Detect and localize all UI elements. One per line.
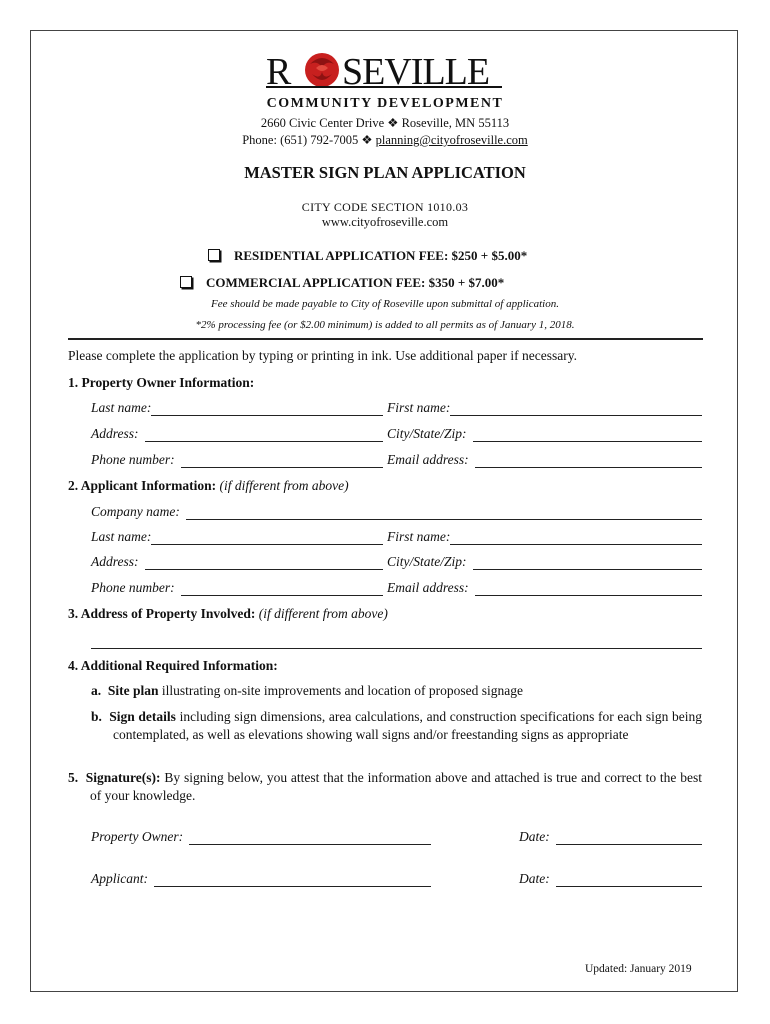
svg-text:SEVILLE: SEVILLE <box>342 51 490 93</box>
owner-email-field[interactable] <box>475 452 702 468</box>
owner-first-name-label: First name: <box>387 400 451 415</box>
applicant-address-label: Address: <box>91 554 139 569</box>
owner-date-field[interactable] <box>556 829 702 845</box>
owner-signature-row <box>91 829 702 849</box>
applicant-address-field[interactable] <box>145 554 384 570</box>
applicant-phone-label: Phone number: <box>91 580 175 595</box>
fee-commercial <box>180 275 504 291</box>
residential-checkbox[interactable] <box>208 249 220 261</box>
applicant-date-label: Date: <box>519 871 550 886</box>
processing-fee-note: *2% processing fee (or $2.00 minimum) is added to all permits as of January 1, 2018. <box>195 319 575 331</box>
residential-fee-label: RESIDENTIAL APPLICATION FEE: $250 + $5.00* <box>234 248 528 263</box>
company-name-field[interactable] <box>186 504 702 520</box>
requirement-b-label: b. <box>91 709 102 724</box>
requirement-a-bold: Site plan <box>107 683 159 698</box>
owner-contact-row <box>91 452 702 472</box>
owner-city-field[interactable] <box>473 426 703 442</box>
owner-phone-field[interactable] <box>181 452 383 468</box>
signature-statement <box>68 769 702 805</box>
divider <box>68 338 703 340</box>
commercial-checkbox[interactable] <box>180 276 192 288</box>
phone-text: Phone: (651) 792-7005 ❖ <box>242 133 376 147</box>
section3-title-text: 3. Address of Property Involved: <box>68 606 256 621</box>
owner-phone-label: Phone number: <box>91 452 175 467</box>
requirement-a-label: a. <box>91 683 102 698</box>
applicant-date-field[interactable] <box>556 871 702 887</box>
applicant-city-label: City/State/Zip: <box>387 554 467 569</box>
owner-address-row <box>91 426 702 446</box>
applicant-email-field[interactable] <box>475 580 702 596</box>
company-name-label: Company name: <box>91 504 180 519</box>
section4-title: 4. Additional Required Information: <box>68 658 278 673</box>
roseville-logo <box>264 46 504 94</box>
section5-text: By signing below, you attest that the information above and attached is true and correct to the best of your knowledge. <box>90 770 702 803</box>
applicant-first-name-label: First name: <box>387 529 451 544</box>
requirement-b <box>91 708 702 744</box>
applicant-last-name-field[interactable] <box>151 529 383 545</box>
applicant-email-label: Email address: <box>387 580 469 595</box>
property-owner-label: Property Owner: <box>91 829 184 844</box>
owner-last-name-field[interactable] <box>151 400 383 416</box>
section3-note: (if different from above) <box>258 606 388 621</box>
applicant-signature-row <box>91 871 702 891</box>
address-line: 2660 Civic Center Drive ❖ Roseville, MN 55113 <box>260 116 510 130</box>
applicant-last-name-label: Last name: <box>91 529 152 544</box>
property-owner-signature-field[interactable] <box>189 829 431 845</box>
applicant-address-row <box>91 554 702 574</box>
requirement-a <box>91 683 523 699</box>
applicant-phone-field[interactable] <box>181 580 383 596</box>
section1-title: 1. Property Owner Information: <box>68 375 255 390</box>
requirement-b-text: including sign dimensions, area calculations, and construction specifications for each sign being contemplated, as well as elevations showing wall signs and/or freestanding signs as appropriate <box>113 709 702 742</box>
instructions: Please complete the application by typing or printing in ink. Use additional paper if necessary. <box>68 348 577 363</box>
section5-bold: Signature(s): <box>85 770 161 785</box>
applicant-city-field[interactable] <box>473 554 703 570</box>
section5-label: 5. <box>68 770 79 785</box>
svg-text:R: R <box>266 51 292 93</box>
owner-email-label: Email address: <box>387 452 469 467</box>
rose-icon <box>305 53 339 87</box>
section2-title-text: 2. Applicant Information: <box>68 478 217 493</box>
section3-title <box>68 606 388 622</box>
website: www.cityofroseville.com <box>321 215 449 229</box>
applicant-company-row <box>91 504 702 524</box>
city-code: CITY CODE SECTION 1010.03 <box>301 200 469 214</box>
owner-name-row <box>91 400 702 420</box>
contact-line <box>0 132 770 148</box>
owner-address-field[interactable] <box>145 426 384 442</box>
fee-payable-note: Fee should be made payable to City of Roseville upon submittal of application. <box>211 298 559 310</box>
applicant-contact-row <box>91 580 702 600</box>
applicant-name-row <box>91 529 702 549</box>
applicant-first-name-field[interactable] <box>450 529 702 545</box>
owner-first-name-field[interactable] <box>450 400 702 416</box>
owner-address-label: Address: <box>91 426 139 441</box>
page-title: MASTER SIGN PLAN APPLICATION <box>244 163 526 182</box>
email-link[interactable]: planning@cityofroseville.com <box>375 133 528 147</box>
applicant-signature-field[interactable] <box>154 871 431 887</box>
requirement-a-text: illustrating on-site improvements and location of proposed signage <box>158 683 523 698</box>
property-address-field[interactable] <box>91 648 702 649</box>
department-name: COMMUNITY DEVELOPMENT <box>266 96 504 111</box>
commercial-fee-label: COMMERCIAL APPLICATION FEE: $350 + $7.00* <box>206 275 505 290</box>
owner-last-name-label: Last name: <box>91 400 152 415</box>
requirement-b-bold: Sign details <box>109 709 176 724</box>
owner-city-label: City/State/Zip: <box>387 426 467 441</box>
owner-date-label: Date: <box>519 829 550 844</box>
applicant-label: Applicant: <box>91 871 148 886</box>
section2-note: (if different from above) <box>219 478 349 493</box>
updated-date: Updated: January 2019 <box>585 963 692 975</box>
section2-title <box>68 478 349 494</box>
fee-residential <box>208 248 527 264</box>
